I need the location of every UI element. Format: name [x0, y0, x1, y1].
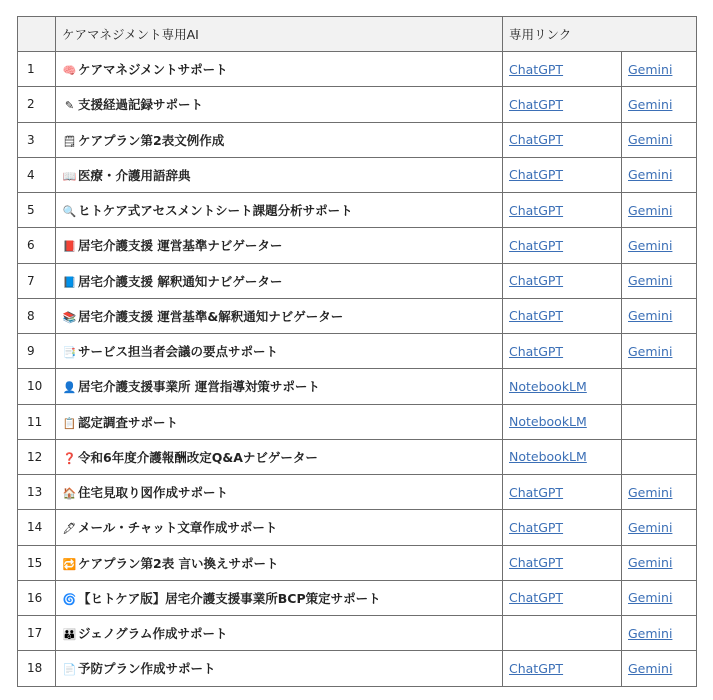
tool-name: 居宅介護支援 運営基準&解釈通知ナビゲーター — [78, 308, 344, 324]
link-cell-1 — [503, 193, 622, 228]
link-cell-2 — [622, 298, 697, 333]
link-cell-1 — [503, 369, 622, 404]
row-number: 2 — [18, 87, 56, 122]
tool-name-cell — [56, 545, 503, 580]
row-number: 18 — [18, 651, 56, 686]
tool-name-cell — [56, 52, 503, 87]
tool-name-cell — [56, 263, 503, 298]
link-cell-2 — [622, 439, 697, 474]
header-num — [18, 17, 56, 52]
link-chatgpt[interactable]: ChatGPT — [509, 202, 564, 218]
link-gemini[interactable]: Gemini — [628, 132, 673, 148]
link-cell-1 — [503, 580, 622, 615]
link-cell-1 — [503, 475, 622, 510]
tool-name-cell — [56, 439, 503, 474]
table-row — [18, 122, 697, 157]
link-chatgpt[interactable]: ChatGPT — [509, 61, 564, 77]
table-row — [18, 616, 697, 651]
link-cell-1 — [503, 228, 622, 263]
row-number: 9 — [18, 334, 56, 369]
row-number: 5 — [18, 193, 56, 228]
link-cell-2 — [622, 545, 697, 580]
tool-icon: 🏠 — [62, 487, 77, 501]
table-row — [18, 475, 697, 510]
link-gemini[interactable]: Gemini — [628, 590, 673, 606]
tool-name: ケアプラン第2表 言い換えサポート — [78, 555, 279, 571]
tool-icon: 👤 — [62, 381, 77, 395]
link-notebooklm[interactable]: NotebookLM — [509, 449, 587, 465]
link-chatgpt[interactable]: ChatGPT — [509, 273, 564, 289]
link-cell-1 — [503, 87, 622, 122]
link-chatgpt[interactable]: ChatGPT — [509, 660, 564, 676]
link-cell-2 — [622, 616, 697, 651]
link-gemini[interactable]: Gemini — [628, 202, 673, 218]
tool-name: ケアマネジメントサポート — [78, 62, 228, 78]
row-number: 15 — [18, 545, 56, 580]
link-gemini[interactable]: Gemini — [628, 237, 673, 253]
link-cell-2 — [622, 263, 697, 298]
row-number: 10 — [18, 369, 56, 404]
link-cell-1 — [503, 439, 622, 474]
link-cell-1 — [503, 334, 622, 369]
tool-name-cell — [56, 193, 503, 228]
tool-name: 居宅介護支援 解釈通知ナビゲーター — [78, 273, 283, 289]
row-number: 1 — [18, 52, 56, 87]
link-cell-2 — [622, 475, 697, 510]
table-row — [18, 439, 697, 474]
tool-name-cell — [56, 475, 503, 510]
link-cell-2 — [622, 651, 697, 686]
table-row — [18, 510, 697, 545]
tool-icon: 🔍 — [62, 205, 77, 219]
tool-name: ジェノグラム作成サポート — [78, 626, 228, 642]
tool-name-cell — [56, 334, 503, 369]
link-gemini[interactable]: Gemini — [628, 61, 673, 77]
tool-name: 住宅見取り図作成サポート — [78, 485, 229, 501]
row-number: 7 — [18, 263, 56, 298]
link-cell-2 — [622, 510, 697, 545]
table-row — [18, 580, 697, 615]
tool-name-cell — [56, 651, 503, 686]
table-row — [18, 52, 697, 87]
link-cell-2 — [622, 228, 697, 263]
link-cell-2 — [622, 580, 697, 615]
link-cell-2 — [622, 122, 697, 157]
tool-icon: 📚 — [62, 310, 77, 324]
tool-icon: 🔁 — [62, 557, 77, 571]
link-cell-2 — [622, 193, 697, 228]
tool-name: ヒトケア式アセスメントシート課題分析サポート — [78, 203, 353, 219]
row-number: 16 — [18, 580, 56, 615]
table-row — [18, 298, 697, 333]
tool-name: 居宅介護支援事業所 運営指導対策サポート — [78, 379, 320, 395]
tool-name-cell — [56, 510, 503, 545]
tool-name-cell — [56, 369, 503, 404]
link-gemini[interactable]: Gemini — [628, 660, 673, 676]
tool-name: 【ヒトケア版】居宅介護支援事業所BCP策定サポート — [78, 590, 381, 606]
tool-name-cell — [56, 580, 503, 615]
tool-icon: 🖋 — [62, 522, 77, 536]
tool-icon: 🧠 — [62, 64, 77, 78]
link-cell-2 — [622, 157, 697, 192]
link-chatgpt[interactable]: ChatGPT — [509, 519, 564, 535]
row-number: 4 — [18, 157, 56, 192]
table-row — [18, 228, 697, 263]
link-cell-1 — [503, 651, 622, 686]
row-number: 11 — [18, 404, 56, 439]
row-number: 17 — [18, 616, 56, 651]
tool-icon: 📕 — [62, 240, 77, 254]
tool-icon: 📘 — [62, 275, 77, 289]
row-number: 14 — [18, 510, 56, 545]
link-notebooklm[interactable]: NotebookLM — [509, 378, 587, 394]
table-row — [18, 263, 697, 298]
tool-name: 認定調査サポート — [78, 414, 179, 430]
link-gemini[interactable]: Gemini — [628, 308, 673, 324]
tool-name: 令和6年度介護報酬改定Q&Aナビゲーター — [78, 449, 318, 465]
header-name: ケアマネジメント専用AI — [56, 17, 503, 52]
tool-name: 予防プラン作成サポート — [78, 661, 216, 677]
link-cell-1 — [503, 404, 622, 439]
link-chatgpt[interactable]: ChatGPT — [509, 167, 564, 183]
row-number: 6 — [18, 228, 56, 263]
link-cell-2 — [622, 404, 697, 439]
link-chatgpt[interactable]: ChatGPT — [509, 96, 564, 112]
tool-icon: 🗒 — [62, 134, 77, 148]
tool-name-cell — [56, 616, 503, 651]
link-chatgpt[interactable]: ChatGPT — [509, 590, 564, 606]
link-cell-2 — [622, 334, 697, 369]
tool-name-cell — [56, 404, 503, 439]
link-gemini[interactable]: Gemini — [628, 484, 673, 500]
link-chatgpt[interactable]: ChatGPT — [509, 343, 564, 359]
table-row — [18, 369, 697, 404]
tool-name: 支援経過記録サポート — [78, 97, 204, 113]
tool-name-cell — [56, 228, 503, 263]
table-row — [18, 334, 697, 369]
link-cell-1 — [503, 157, 622, 192]
link-cell-2 — [622, 87, 697, 122]
tool-name: サービス担当者会議の要点サポート — [78, 344, 279, 360]
table-row — [18, 87, 697, 122]
link-gemini[interactable]: Gemini — [628, 343, 673, 359]
tool-name: 医療・介護用語辞典 — [78, 167, 191, 183]
table-header-row — [18, 17, 697, 52]
link-chatgpt[interactable]: ChatGPT — [509, 555, 564, 571]
tool-name-cell — [56, 298, 503, 333]
link-cell-1 — [503, 122, 622, 157]
link-cell-1 — [503, 616, 622, 651]
tool-icon: ❓ — [62, 451, 77, 465]
link-gemini[interactable]: Gemini — [628, 96, 673, 112]
tool-icon: 📑 — [62, 346, 77, 360]
link-gemini[interactable]: Gemini — [628, 555, 673, 571]
table-row — [18, 193, 697, 228]
tool-name-cell — [56, 122, 503, 157]
row-number: 12 — [18, 439, 56, 474]
tool-name: メール・チャット文章作成サポート — [78, 520, 278, 536]
link-cell-1 — [503, 298, 622, 333]
tool-icon: 📄 — [62, 663, 77, 677]
link-chatgpt[interactable]: ChatGPT — [509, 484, 564, 500]
link-gemini[interactable]: Gemini — [628, 519, 673, 535]
link-gemini[interactable]: Gemini — [628, 625, 673, 641]
tool-icon: 📋 — [62, 416, 77, 430]
table-row — [18, 404, 697, 439]
link-chatgpt[interactable]: ChatGPT — [509, 237, 564, 253]
tool-icon: 📖 — [62, 169, 77, 183]
row-number: 8 — [18, 298, 56, 333]
link-cell-1 — [503, 545, 622, 580]
link-cell-2 — [622, 52, 697, 87]
link-chatgpt[interactable]: ChatGPT — [509, 308, 564, 324]
table-row — [18, 545, 697, 580]
table-row — [18, 651, 697, 686]
link-gemini[interactable]: Gemini — [628, 273, 673, 289]
tool-name-cell — [56, 87, 503, 122]
tool-name: ケアプラン第2表文例作成 — [78, 132, 225, 148]
link-cell-1 — [503, 510, 622, 545]
tool-icon: 👪 — [62, 628, 77, 642]
tool-name: 居宅介護支援 運営基準ナビゲーター — [78, 238, 283, 254]
link-cell-1 — [503, 52, 622, 87]
ai-tools-table — [17, 16, 697, 687]
link-cell-1 — [503, 263, 622, 298]
tool-icon: ✎ — [64, 99, 75, 113]
row-number: 3 — [18, 122, 56, 157]
link-chatgpt[interactable]: ChatGPT — [509, 132, 564, 148]
tool-name-cell — [56, 157, 503, 192]
tool-icon: 🌀 — [62, 592, 77, 606]
table-row — [18, 157, 697, 192]
header-links: 専用リンク — [503, 17, 697, 52]
link-gemini[interactable]: Gemini — [628, 167, 673, 183]
link-notebooklm[interactable]: NotebookLM — [509, 414, 587, 430]
link-cell-2 — [622, 369, 697, 404]
row-number: 13 — [18, 475, 56, 510]
